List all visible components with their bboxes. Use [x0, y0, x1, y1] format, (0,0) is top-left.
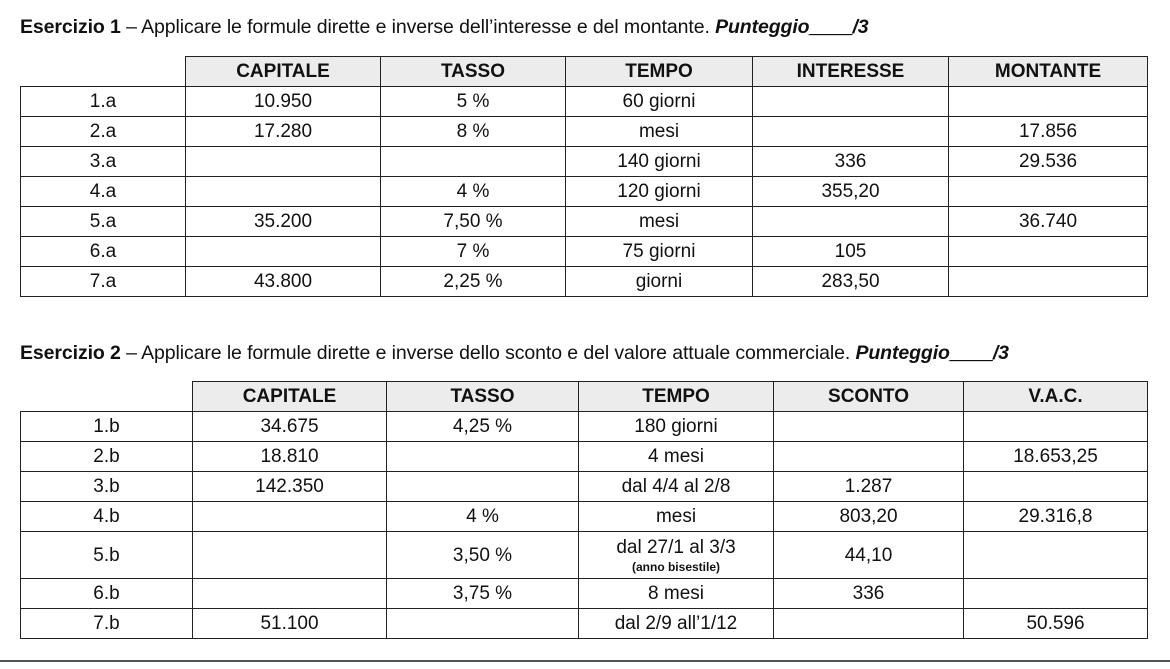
cell-interesse: [753, 87, 949, 117]
cell-sconto: 803,20: [774, 502, 964, 532]
cell-tempo: mesi: [579, 502, 774, 532]
header-tempo: TEMPO: [579, 382, 774, 412]
cell-capitale: 34.675: [193, 412, 387, 442]
table-row: [21, 177, 1148, 207]
cell-row-id: 5.b: [21, 532, 193, 579]
cell-vac: [964, 412, 1148, 442]
header-interesse: INTERESSE: [753, 57, 949, 87]
header-vac: V.A.C.: [964, 382, 1148, 412]
table-row: [21, 412, 1148, 442]
cell-montante: 36.740: [949, 207, 1148, 237]
table-row: [21, 609, 1148, 639]
exercise-1-heading: [20, 16, 869, 39]
cell-capitale: [193, 579, 387, 609]
cell-row-id: 4.b: [21, 502, 193, 532]
cell-row-id: 2.b: [21, 442, 193, 472]
cell-montante: [949, 267, 1148, 297]
cell-interesse: 105: [753, 237, 949, 267]
cell-capitale: 142.350: [193, 472, 387, 502]
cell-tempo: 75 giorni: [566, 237, 753, 267]
cell-tasso: 3,75 %: [387, 579, 579, 609]
cell-row-id: 3.a: [21, 147, 186, 177]
exercise-2-heading: [20, 342, 1009, 365]
cell-montante: [949, 87, 1148, 117]
table-row: [21, 147, 1148, 177]
header-capitale: CAPITALE: [186, 57, 381, 87]
cell-sconto: [774, 412, 964, 442]
cell-tempo: 4 mesi: [579, 442, 774, 472]
table-row: [21, 532, 1148, 579]
table-row: [21, 579, 1148, 609]
cell-row-id: 4.a: [21, 177, 186, 207]
cell-tasso: 5 %: [381, 87, 566, 117]
header-blank: [21, 57, 186, 87]
cell-sconto: 1.287: [774, 472, 964, 502]
cell-row-id: 6.b: [21, 579, 193, 609]
cell-capitale: 10.950: [186, 87, 381, 117]
cell-row-id: 1.a: [21, 87, 186, 117]
cell-vac: 18.653,25: [964, 442, 1148, 472]
cell-tempo: [579, 532, 774, 579]
exercise-1-score-blank: ____: [809, 16, 853, 38]
cell-row-id: 5.a: [21, 207, 186, 237]
cell-tempo: mesi: [566, 117, 753, 147]
cell-row-id: 7.b: [21, 609, 193, 639]
cell-tempo: 60 giorni: [566, 87, 753, 117]
header-tasso: TASSO: [381, 57, 566, 87]
cell-capitale: 17.280: [186, 117, 381, 147]
cell-row-id: 3.b: [21, 472, 193, 502]
cell-interesse: [753, 117, 949, 147]
cell-tempo: 180 giorni: [579, 412, 774, 442]
cell-montante: 29.536: [949, 147, 1148, 177]
exercise-2-score-blank: ____: [949, 342, 993, 364]
cell-interesse: 355,20: [753, 177, 949, 207]
table-row: [21, 502, 1148, 532]
exercise-2-score-label: Punteggio: [855, 342, 950, 364]
exercise-2-header-row: [21, 382, 1148, 412]
cell-capitale: [186, 147, 381, 177]
table-row: [21, 87, 1148, 117]
cell-vac: 50.596: [964, 609, 1148, 639]
cell-capitale: [193, 532, 387, 579]
cell-tempo: mesi: [566, 207, 753, 237]
bottom-divider: [0, 660, 1170, 662]
table-row: [21, 237, 1148, 267]
cell-tasso: 4,25 %: [387, 412, 579, 442]
exercise-2-title-text: – Applicare le formule dirette e inverse dello sconto e del valore attuale commerciale.: [120, 342, 856, 364]
table-row: [21, 442, 1148, 472]
cell-tempo: 8 mesi: [579, 579, 774, 609]
cell-vac: [964, 472, 1148, 502]
cell-capitale: [186, 177, 381, 207]
cell-tempo-text: dal 27/1 al 3/3: [616, 536, 736, 558]
cell-tempo: 140 giorni: [566, 147, 753, 177]
table-row: [21, 472, 1148, 502]
cell-sconto: 44,10: [774, 532, 964, 579]
exercise-1-table: [20, 56, 1148, 297]
cell-capitale: [186, 237, 381, 267]
cell-tasso: [387, 472, 579, 502]
cell-row-id: 7.a: [21, 267, 186, 297]
table-row: [21, 267, 1148, 297]
cell-vac: [964, 532, 1148, 579]
cell-tasso: 2,25 %: [381, 267, 566, 297]
exercise-2-table: [20, 381, 1148, 639]
cell-interesse: [753, 207, 949, 237]
cell-montante: [949, 177, 1148, 207]
cell-tasso: 7 %: [381, 237, 566, 267]
exercise-1-title-text: – Applicare le formule dirette e inverse dell’interesse e del montante.: [120, 16, 716, 38]
cell-tasso: 8 %: [381, 117, 566, 147]
cell-capitale: 43.800: [186, 267, 381, 297]
header-tasso: TASSO: [387, 382, 579, 412]
cell-sconto: [774, 442, 964, 472]
cell-row-id: 1.b: [21, 412, 193, 442]
exercise-1-header-row: [21, 57, 1148, 87]
exercise-2-title-bold: Esercizio 2: [20, 342, 121, 364]
exercise-1-score-label: Punteggio: [715, 16, 810, 38]
cell-tasso: 7,50 %: [381, 207, 566, 237]
cell-capitale: 18.810: [193, 442, 387, 472]
cell-interesse: 336: [753, 147, 949, 177]
cell-row-id: 2.a: [21, 117, 186, 147]
cell-montante: 17.856: [949, 117, 1148, 147]
cell-row-id: 6.a: [21, 237, 186, 267]
cell-capitale: [193, 502, 387, 532]
cell-interesse: 283,50: [753, 267, 949, 297]
cell-tasso: [387, 442, 579, 472]
cell-tasso: [387, 609, 579, 639]
cell-tempo: giorni: [566, 267, 753, 297]
cell-tempo: 120 giorni: [566, 177, 753, 207]
table-row: [21, 207, 1148, 237]
cell-tempo: dal 2/9 all’1/12: [579, 609, 774, 639]
cell-montante: [949, 237, 1148, 267]
exercise-2-score-max: /3: [992, 342, 1009, 364]
header-sconto: SCONTO: [774, 382, 964, 412]
cell-vac: 29.316,8: [964, 502, 1148, 532]
cell-tasso: [381, 147, 566, 177]
cell-capitale: 51.100: [193, 609, 387, 639]
cell-tempo: dal 4/4 al 2/8: [579, 472, 774, 502]
exercise-1-title-bold: Esercizio 1: [20, 16, 121, 38]
exercise-1-score-max: /3: [852, 16, 869, 38]
cell-tempo-note: (anno bisestile): [631, 559, 720, 574]
cell-sconto: 336: [774, 579, 964, 609]
header-capitale: CAPITALE: [193, 382, 387, 412]
cell-capitale: 35.200: [186, 207, 381, 237]
table-row: [21, 117, 1148, 147]
header-montante: MONTANTE: [949, 57, 1148, 87]
cell-tasso: 4 %: [381, 177, 566, 207]
cell-tasso: 4 %: [387, 502, 579, 532]
header-blank: [21, 382, 193, 412]
cell-vac: [964, 579, 1148, 609]
header-tempo: TEMPO: [566, 57, 753, 87]
cell-sconto: [774, 609, 964, 639]
cell-tasso: 3,50 %: [387, 532, 579, 579]
